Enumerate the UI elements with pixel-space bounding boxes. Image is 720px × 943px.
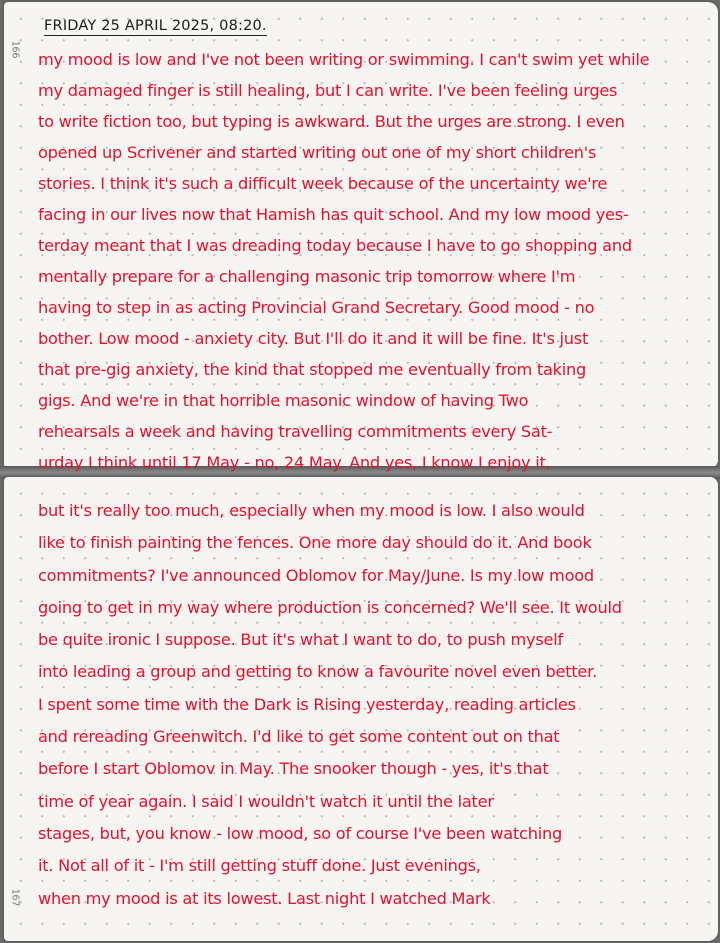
text-line: rehearsals a week and having travelling commitments every Sat-	[38, 422, 553, 441]
text-line: it. Not all of it - I'm still getting stuff done. Just evenings,	[38, 856, 481, 876]
text-line: be quite ironic I suppose. But it's what I want to do, to push myself	[38, 630, 563, 650]
journal-entry-date: FRIDAY 25 APRIL 2025, 08:20.	[44, 18, 267, 34]
text-line: terday meant that I was dreading today because I have to go shopping and	[38, 236, 632, 255]
journal-text-bottom	[38, 495, 708, 915]
text-line: but it's really too much, especially when my mood is low. I also would	[38, 501, 585, 520]
text-line: my mood is low and I've not been writing or swimming. I can't swim yet while	[38, 50, 650, 69]
text-line: going to get in my way where production is concerned? We'll see. It would	[38, 597, 622, 617]
text-line: stages, but, you know - low mood, so of course I've been watching	[38, 823, 562, 843]
text-line: and rereading Greenwitch. I'd like to get some content out on that	[38, 727, 560, 747]
text-line: having to step in as acting Provincial Grand Secretary. Good mood - no	[38, 298, 595, 317]
text-line: stories. I think it's such a difficult week because of the uncertainty we're	[38, 174, 608, 193]
text-line: time of year again. I said I wouldn't watch it until the later	[38, 791, 494, 811]
text-line: commitments? I've announced Oblomov for May/June. Is my low mood	[38, 565, 594, 585]
text-line: into leading a group and getting to know a favourite novel even better.	[38, 662, 597, 682]
text-line: gigs. And we're in that horrible masonic window of having Two	[38, 391, 529, 410]
text-line: that pre-gig anxiety, the kind that stopped me eventually from taking	[38, 360, 587, 379]
text-line: mentally prepare for a challenging masonic trip tomorrow where I'm	[38, 267, 576, 286]
page-number-bottom: 167	[9, 888, 21, 907]
text-line: bother. Low mood - anxiety city. But I'll do it and it will be fine. It's just	[38, 329, 589, 348]
text-line: to write fiction too, but typing is awkward. But the urges are strong. I even	[38, 112, 625, 131]
text-line: I spent some time with the Dark is Rising yesterday, reading articles	[38, 694, 576, 714]
page-number-top: 166	[9, 40, 21, 59]
text-line: before I start Oblomov in May. The snooker though - yes, it's that	[38, 759, 549, 779]
text-line: my damaged finger is still healing, but I can write. I've been feeling urges	[38, 81, 618, 100]
text-line: urday I think until 17 May - no, 24 May. And yes, I know I enjoy it,	[38, 453, 551, 472]
text-line: opened up Scrivener and started writing out one of my short children's	[38, 143, 597, 162]
text-line: facing in our lives now that Hamish has quit school. And my low mood yes-	[38, 205, 629, 224]
text-line: like to finish painting the fences. One more day should do it. And book	[38, 533, 592, 553]
text-line: when my mood is at its lowest. Last night I watched Mark	[38, 888, 491, 908]
journal-text-top	[38, 44, 708, 478]
